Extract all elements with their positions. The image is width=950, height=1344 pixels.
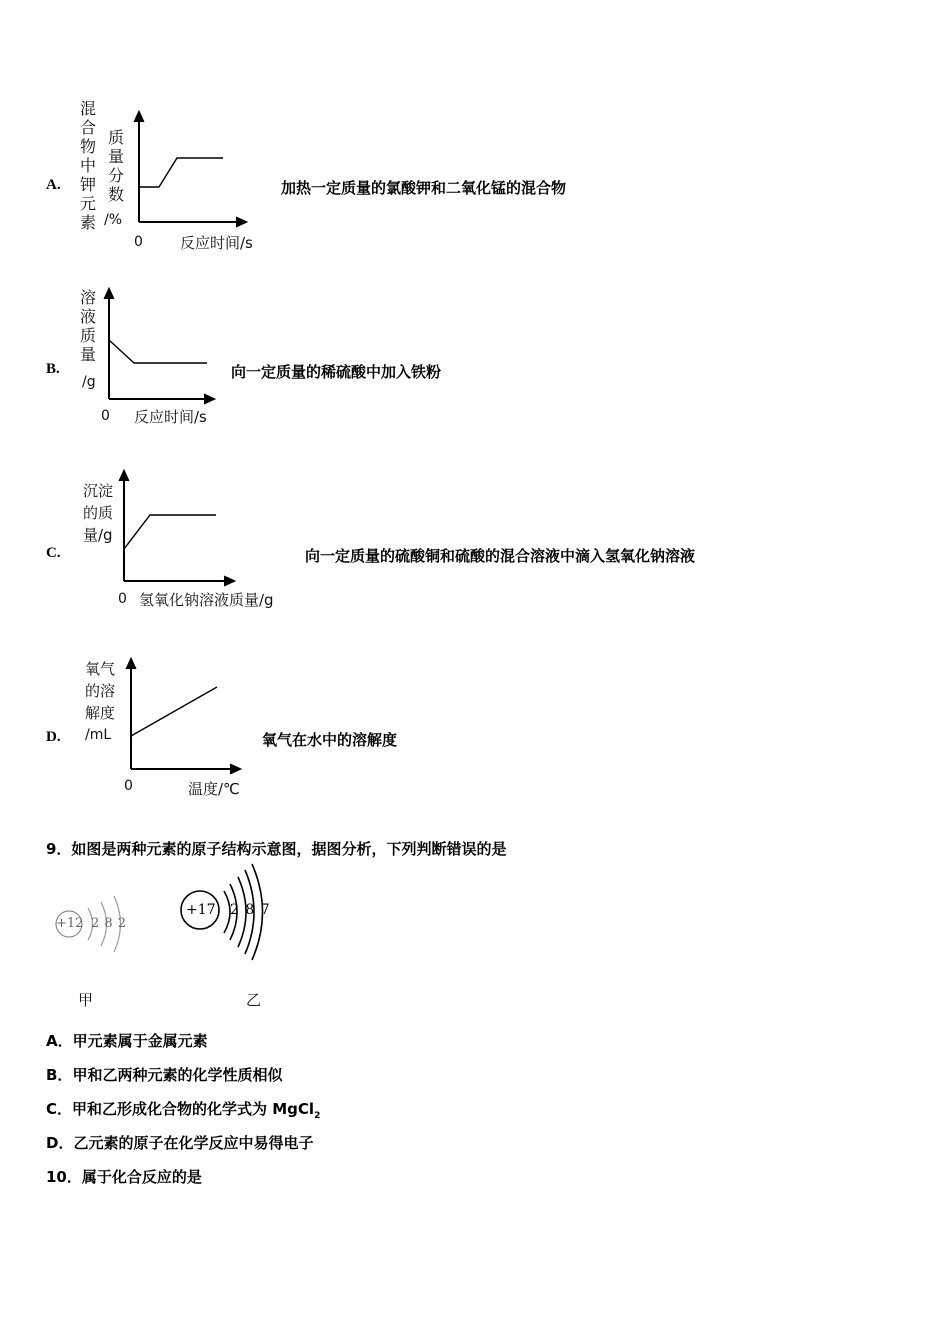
q9-choice-c-subscript: 2 bbox=[314, 1111, 321, 1121]
option-c-ylabel-1: 沉淀 bbox=[83, 482, 114, 500]
option-c-origin: 0 bbox=[118, 591, 127, 607]
option-d-origin: 0 bbox=[124, 778, 133, 794]
option-a-ylabel-second: 质量分数 bbox=[108, 128, 125, 204]
atom-yi-nucleus: +17 bbox=[186, 902, 216, 918]
q9-choice-c[interactable] bbox=[46, 1098, 320, 1121]
option-a-letter: A. bbox=[46, 177, 61, 193]
q9-choice-c-letter: C． bbox=[46, 1100, 73, 1118]
option-c-ylabel-2: 的质 bbox=[83, 504, 114, 522]
q9-choice-d[interactable] bbox=[46, 1132, 313, 1153]
question-9-stem: 9．如图是两种元素的原子结构示意图，据图分析，下列判断错误的是 bbox=[46, 840, 507, 858]
q9-choice-b[interactable] bbox=[46, 1064, 282, 1085]
option-b-ylabel: 溶液质量 bbox=[80, 288, 97, 364]
q9-choice-a[interactable] bbox=[46, 1030, 208, 1051]
option-d-xlabel: 温度/℃ bbox=[188, 780, 240, 798]
option-b-origin: 0 bbox=[101, 408, 110, 424]
option-a-ylabel: 混合物中钾元素 bbox=[80, 99, 97, 232]
option-d-letter: D. bbox=[46, 729, 61, 745]
atom-jia-nucleus: +12 bbox=[56, 916, 84, 931]
option-d-description: 氧气在水中的溶解度 bbox=[262, 731, 398, 749]
q9-choice-d-text: 乙元素的原子在化学反应中易得电子 bbox=[73, 1134, 314, 1152]
option-c-ylabel-3: 量/g bbox=[83, 526, 113, 544]
atom-jia-label: 甲 bbox=[78, 991, 94, 1009]
question-10-stem: 10．属于化合反应的是 bbox=[46, 1168, 202, 1186]
atom-jia-shells: 2 8 2 bbox=[91, 916, 127, 931]
option-c-description: 向一定质量的硫酸铜和硫酸的混合溶液中滴入氢氧化钠溶液 bbox=[305, 547, 696, 565]
option-c-xlabel: 氢氧化钠溶液质量/g bbox=[139, 591, 274, 609]
option-a-ylabel-unit: /% bbox=[104, 212, 123, 228]
atom-yi-shells: 2 8 7 bbox=[230, 902, 270, 918]
option-a-xlabel: 反应时间/s bbox=[180, 234, 253, 252]
q9-choice-b-letter: B． bbox=[46, 1066, 73, 1084]
option-d-ylabel-3: 解度 bbox=[85, 704, 116, 722]
option-a-description: 加热一定质量的氯酸钾和二氧化锰的混合物 bbox=[281, 179, 567, 197]
atom-yi-label: 乙 bbox=[246, 991, 262, 1009]
option-d-ylabel-2: 的溶 bbox=[85, 682, 116, 700]
q9-choice-a-letter: A． bbox=[46, 1032, 73, 1050]
option-b-xlabel: 反应时间/s bbox=[134, 408, 207, 426]
option-d-ylabel-4: /mL bbox=[85, 727, 112, 743]
option-c-letter: C. bbox=[46, 545, 61, 561]
q9-choice-c-text: 甲和乙形成化合物的化学式为 MgCl bbox=[72, 1100, 315, 1118]
option-b-ylabel-unit: /g bbox=[82, 374, 96, 390]
option-b-description: 向一定质量的稀硫酸中加入铁粉 bbox=[231, 363, 442, 381]
option-b-letter: B. bbox=[46, 361, 60, 377]
q9-choice-d-letter: D． bbox=[46, 1134, 74, 1152]
q9-choice-b-text: 甲和乙两种元素的化学性质相似 bbox=[72, 1066, 283, 1084]
option-a-origin: 0 bbox=[134, 234, 143, 250]
q9-choice-a-text: 甲元素属于金属元素 bbox=[72, 1032, 208, 1050]
option-d-ylabel-1: 氧气 bbox=[85, 660, 116, 678]
